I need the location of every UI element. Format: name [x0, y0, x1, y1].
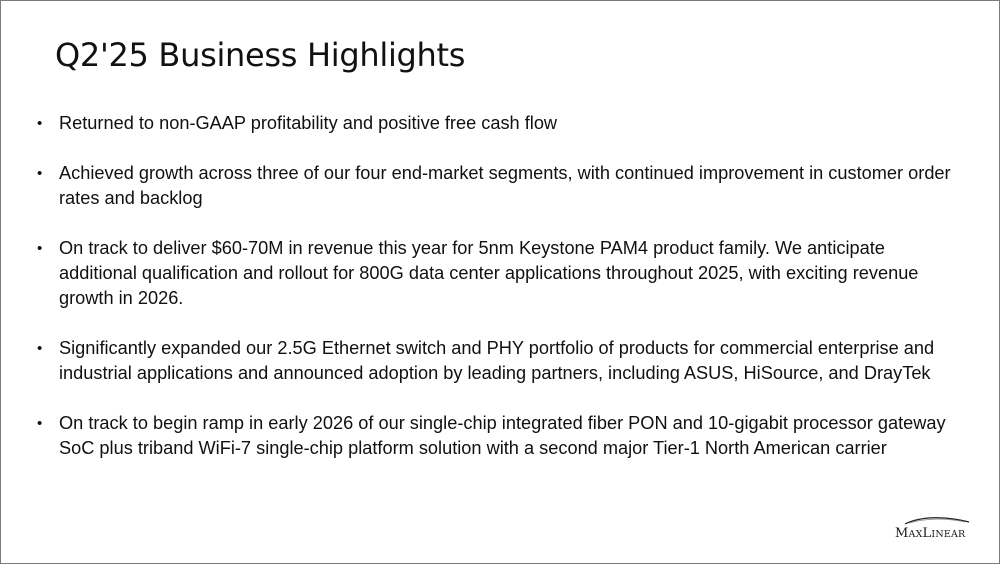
bullet-item — [35, 336, 965, 386]
bullet-text: Returned to non-GAAP profitability and positive free cash flow — [59, 113, 558, 133]
slide-title: Q2'25 Business Highlights — [55, 36, 466, 74]
bullet-item — [35, 411, 965, 461]
logo-wordmark: MAXLINEAR — [895, 526, 966, 541]
bullet-list — [35, 111, 965, 486]
bullet-text: Achieved growth across three of our four end-market segments, with continued improvement in customer order rates and backlog — [59, 163, 951, 208]
bullet-marker: • — [37, 340, 43, 357]
bullet-item — [35, 111, 965, 136]
bullet-marker: • — [37, 115, 43, 132]
maxlinear-logo — [891, 515, 983, 545]
bullet-marker: • — [37, 165, 43, 182]
bullet-item — [35, 236, 965, 311]
bullet-item — [35, 161, 965, 211]
bullet-text: Significantly expanded our 2.5G Ethernet switch and PHY portfolio of products for commercial enterprise and industrial applications and announced adoption by leading partners, including ASUS, HiSource, and DrayTek — [59, 338, 935, 383]
bullet-text: On track to deliver $60-70M in revenue this year for 5nm Keystone PAM4 product family. We anticipate additional qualification and rollout for 800G data center applications throughout 2025, with exciting revenue growth in 2026. — [59, 238, 919, 308]
bullet-marker: • — [37, 415, 43, 432]
bullet-marker: • — [37, 240, 43, 257]
bullet-text: On track to begin ramp in early 2026 of our single-chip integrated fiber PON and 10-gigabit processor gateway SoC plus triband WiFi-7 single-chip platform solution with a second major Tier-1 North American carrier — [59, 413, 946, 458]
